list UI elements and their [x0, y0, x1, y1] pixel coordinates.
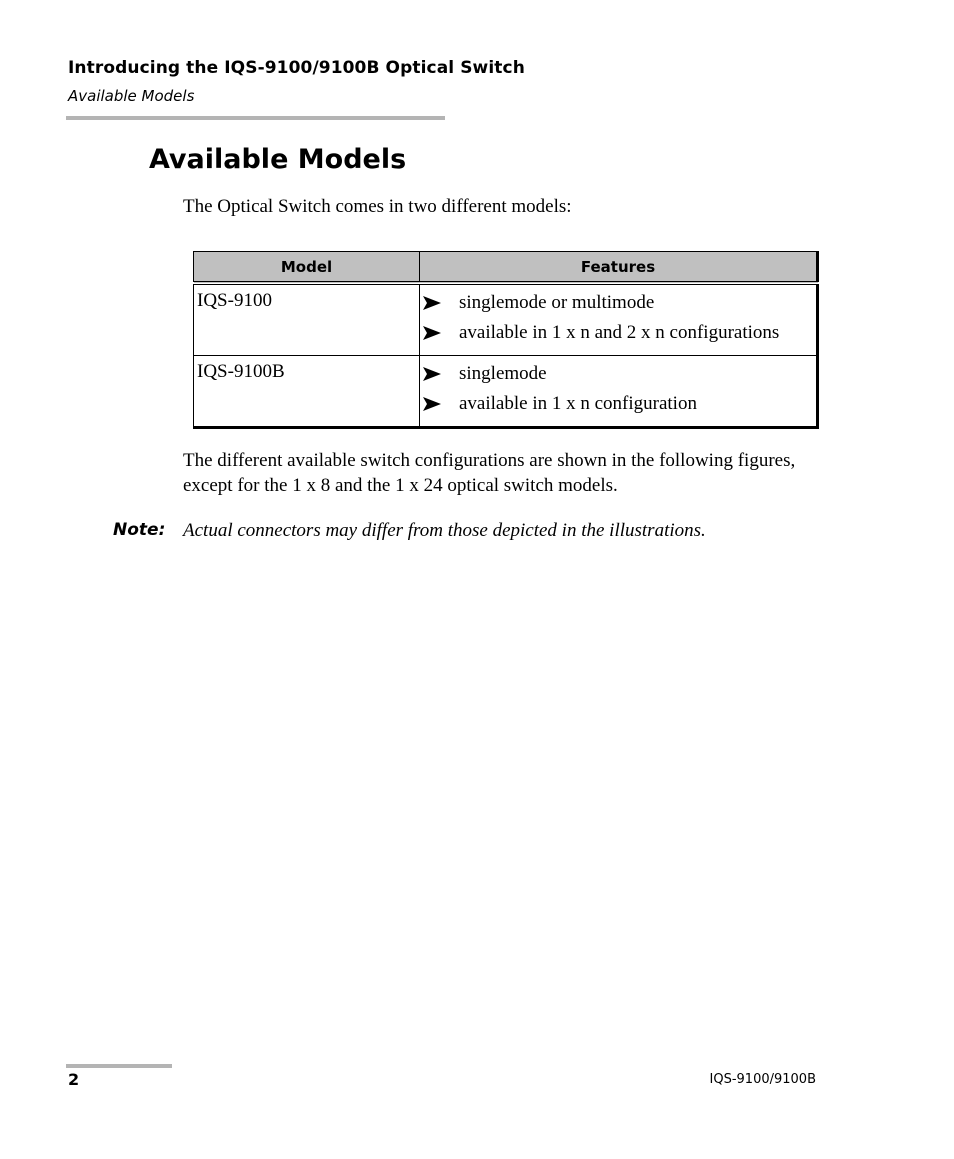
intro-text: The Optical Switch comes in two different models:: [183, 196, 572, 217]
arrow-bullet-icon: [423, 397, 459, 411]
arrow-bullet-icon: [423, 326, 459, 340]
arrow-bullet-icon: [423, 296, 459, 310]
feature-item: [423, 288, 816, 318]
model-cell: IQS-9100B: [194, 356, 420, 428]
feature-text: available in 1 x n and 2 x n configurations: [459, 322, 780, 343]
body-paragraph: The different available switch configurations are shown in the following figures, except for the 1 x 8 and the 1 x 24 optical switch models.: [183, 450, 796, 496]
header-features: Features: [420, 252, 818, 284]
feature-item: [423, 389, 816, 419]
note-text: Actual connectors may differ from those depicted in the illustrations.: [183, 520, 706, 541]
section-title: Available Models: [149, 144, 407, 175]
note-label: Note:: [113, 520, 166, 540]
feature-item: [423, 359, 816, 389]
feature-text: singlemode or multimode: [459, 292, 655, 313]
models-table: [193, 251, 819, 429]
features-cell: [420, 283, 818, 356]
header-rule: [66, 116, 445, 120]
footer-rule: [66, 1064, 172, 1068]
header-model: Model: [194, 252, 420, 284]
features-cell: [420, 356, 818, 428]
table-header-row: [194, 252, 818, 284]
arrow-bullet-icon: [423, 367, 459, 381]
running-title: Introducing the IQS-9100/9100B Optical Switch: [68, 58, 525, 78]
feature-text: singlemode: [459, 363, 547, 384]
table-row: [194, 283, 818, 356]
feature-item: [423, 318, 816, 348]
table-row: [194, 356, 818, 428]
footer-product-name: IQS-9100/9100B: [709, 1072, 816, 1087]
page-number: 2: [68, 1070, 80, 1089]
running-subtitle: Available Models: [68, 87, 195, 105]
feature-text: available in 1 x n configuration: [459, 393, 697, 414]
model-cell: IQS-9100: [194, 283, 420, 356]
